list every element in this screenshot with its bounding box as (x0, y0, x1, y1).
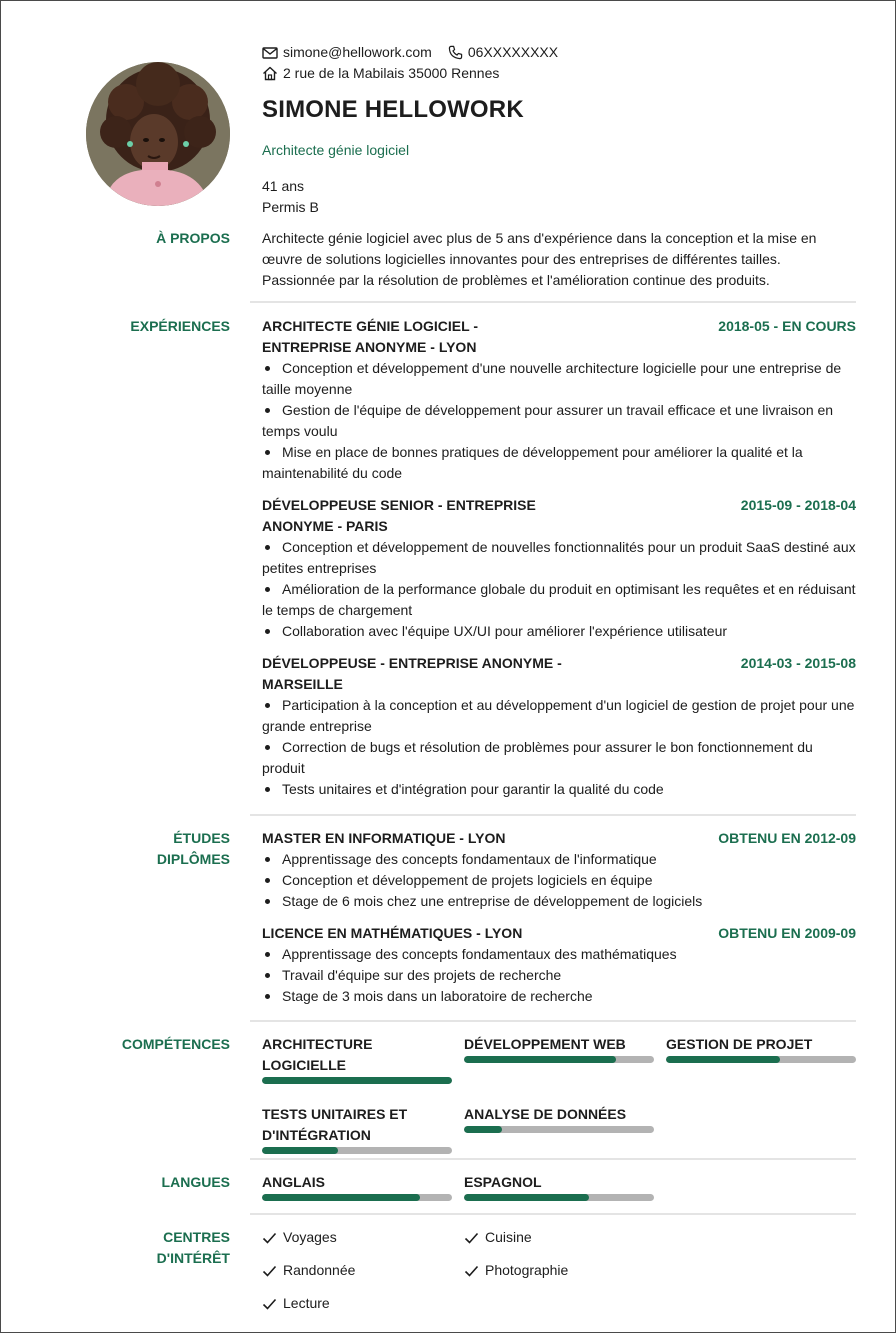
section-divider (250, 1020, 856, 1022)
language-level-bar (464, 1194, 654, 1201)
mail-icon (262, 47, 278, 59)
skill-level-fill (464, 1056, 616, 1063)
phone-icon (448, 45, 463, 60)
education-label-line1: ÉTUDES (173, 830, 230, 846)
home-icon (262, 66, 278, 81)
experience-bullet: Gestion de l'équipe de développement pour assurer un travail efficace et une livraison en temps voulu (262, 400, 856, 442)
skills-grid (262, 1034, 856, 1154)
phone-contact[interactable] (448, 42, 558, 63)
interest-item (464, 1227, 666, 1248)
interest-label: Randonnée (283, 1262, 356, 1278)
interests-label-line1: CENTRES (163, 1229, 230, 1245)
check-icon (464, 1232, 479, 1244)
section-divider (250, 814, 856, 816)
experience-bullet: Tests unitaires et d'intégration pour garantir la qualité du code (262, 779, 856, 800)
check-icon (464, 1265, 479, 1277)
skill-item (262, 1034, 452, 1084)
experience-bullet: Mise en place de bonnes pratiques de développement pour améliorer la qualité et la maintenabilité du code (262, 442, 856, 484)
about-text: Architecte génie logiciel avec plus de 5 ans d'expérience dans la conception et la mise en œuvre de solutions logicielles innovantes pour des entreprises de différentes tailles. Passionnée par la résolution de problèmes et l'amélioration continue des produits. (262, 230, 817, 288)
interest-item (262, 1260, 464, 1281)
experience-entry (262, 495, 856, 642)
skill-level-bar (464, 1126, 654, 1133)
education-bullet: Apprentissage des concepts fondamentaux de l'informatique (262, 849, 856, 870)
email-text: simone@hellowork.com (283, 44, 432, 60)
interest-item (262, 1293, 464, 1314)
check-icon (262, 1265, 277, 1277)
education-date: OBTENU EN 2012-09 (718, 830, 856, 846)
check-icon (262, 1298, 277, 1310)
skill-level-bar (464, 1056, 654, 1063)
education-bullet: Stage de 6 mois chez une entreprise de développement de logiciels (262, 891, 856, 912)
education-title: MASTER EN INFORMATIQUE - LYON (262, 830, 506, 846)
skill-level-bar (666, 1056, 856, 1063)
skill-level-fill (262, 1077, 452, 1084)
education-section-label (61, 828, 230, 870)
experience-title: DÉVELOPPEUSE SENIOR - ENTREPRISE ANONYME - PARIS (262, 497, 536, 534)
email-contact[interactable] (262, 42, 432, 63)
age-text: 41 ans (262, 178, 305, 194)
experience-bullet: Conception et développement d'une nouvelle architecture logicielle pour une entreprise de taille moyenne (262, 358, 856, 400)
section-divider (250, 301, 856, 303)
education-entry (262, 828, 856, 912)
skill-level-bar (262, 1077, 452, 1084)
experience-entry (262, 316, 856, 484)
language-name: ESPAGNOL (464, 1174, 542, 1190)
license-text: Permis B (262, 199, 319, 215)
address-text: 2 rue de la Mabilais 35000 Rennes (283, 65, 500, 81)
experience-section-label: EXPÉRIENCES (130, 318, 230, 334)
experience-list (262, 316, 856, 811)
section-divider (250, 1213, 856, 1215)
experience-date: 2014-03 - 2015-08 (740, 655, 856, 671)
contact-line (262, 42, 862, 63)
interest-label: Voyages (283, 1229, 337, 1245)
languages-grid (262, 1172, 856, 1201)
experience-date: 2018-05 - EN COURS (718, 318, 856, 334)
phone-text: 06XXXXXXXX (467, 44, 559, 60)
education-entry (262, 923, 856, 1007)
interests-section-label (61, 1227, 230, 1269)
experience-bullet: Amélioration de la performance globale du produit en optimisant les requêtes et en réduisant le temps de chargement (262, 579, 856, 621)
education-bullet: Apprentissage des concepts fondamentaux des mathématiques (262, 944, 856, 965)
check-icon (262, 1232, 277, 1244)
skill-level-fill (666, 1056, 780, 1063)
skills-section-label: COMPÉTENCES (121, 1036, 230, 1052)
skill-name: GESTION DE PROJET (666, 1036, 813, 1052)
profile-photo (86, 62, 230, 206)
education-label-line2: DIPLÔMES (156, 851, 230, 867)
language-level-bar (262, 1194, 452, 1201)
interests-grid (262, 1227, 856, 1326)
interest-label: Lecture (283, 1295, 330, 1311)
skill-item (666, 1034, 856, 1104)
resume-header (262, 42, 862, 218)
interest-label: Photographie (485, 1262, 569, 1278)
job-title: Architecte génie logiciel (262, 142, 410, 158)
section-divider (250, 1158, 856, 1160)
interests-label-line2: D'INTÉRÊT (156, 1250, 230, 1266)
language-item (262, 1172, 452, 1201)
interest-item (464, 1260, 666, 1281)
skill-name: DÉVELOPPEMENT WEB (464, 1036, 626, 1052)
languages-section-label: LANGUES (161, 1174, 230, 1190)
skill-name: ANALYSE DE DONNÉES (464, 1106, 627, 1122)
skill-level-bar (262, 1147, 452, 1154)
language-name: ANGLAIS (262, 1174, 325, 1190)
address-contact (262, 63, 499, 84)
education-bullet: Conception et développement de projets logiciels en équipe (262, 870, 856, 891)
address-line (262, 63, 862, 84)
language-level-fill (464, 1194, 589, 1201)
experience-bullet: Conception et développement de nouvelles fonctionnalités pour un produit SaaS destiné aux petites entreprises (262, 537, 856, 579)
experience-date: 2015-09 - 2018-04 (740, 497, 856, 513)
interest-item (262, 1227, 464, 1248)
skill-level-fill (464, 1126, 502, 1133)
skill-level-fill (262, 1147, 338, 1154)
experience-bullet: Collaboration avec l'équipe UX/UI pour améliorer l'expérience utilisateur (262, 621, 856, 642)
education-title: LICENCE EN MATHÉMATIQUES - LYON (262, 925, 523, 941)
skill-item (464, 1104, 654, 1154)
education-date: OBTENU EN 2009-09 (718, 925, 856, 941)
experience-title: ARCHITECTE GÉNIE LOGICIEL - ENTREPRISE ANONYME - LYON (262, 318, 478, 355)
language-item (464, 1172, 654, 1201)
candidate-name: SIMONE HELLOWORK (262, 96, 524, 123)
experience-bullet: Participation à la conception et au développement d'un logiciel de gestion de projet pour une grande entreprise (262, 695, 856, 737)
skill-name: TESTS UNITAIRES ET D'INTÉGRATION (262, 1106, 408, 1143)
experience-entry (262, 653, 856, 800)
education-bullet: Travail d'équipe sur des projets de recherche (262, 965, 856, 986)
skill-item (464, 1034, 654, 1104)
about-section-label: À PROPOS (156, 230, 230, 246)
skill-item (262, 1104, 452, 1154)
experience-title: DÉVELOPPEUSE - ENTREPRISE ANONYME - MARSEILLE (262, 655, 562, 692)
skill-name: ARCHITECTURE LOGICIELLE (262, 1036, 373, 1073)
language-level-fill (262, 1194, 420, 1201)
education-bullet: Stage de 3 mois dans un laboratoire de recherche (262, 986, 856, 1007)
experience-bullet: Correction de bugs et résolution de problèmes pour assurer le bon fonctionnement du produit (262, 737, 856, 779)
education-list (262, 828, 856, 1018)
interest-label: Cuisine (485, 1229, 532, 1245)
